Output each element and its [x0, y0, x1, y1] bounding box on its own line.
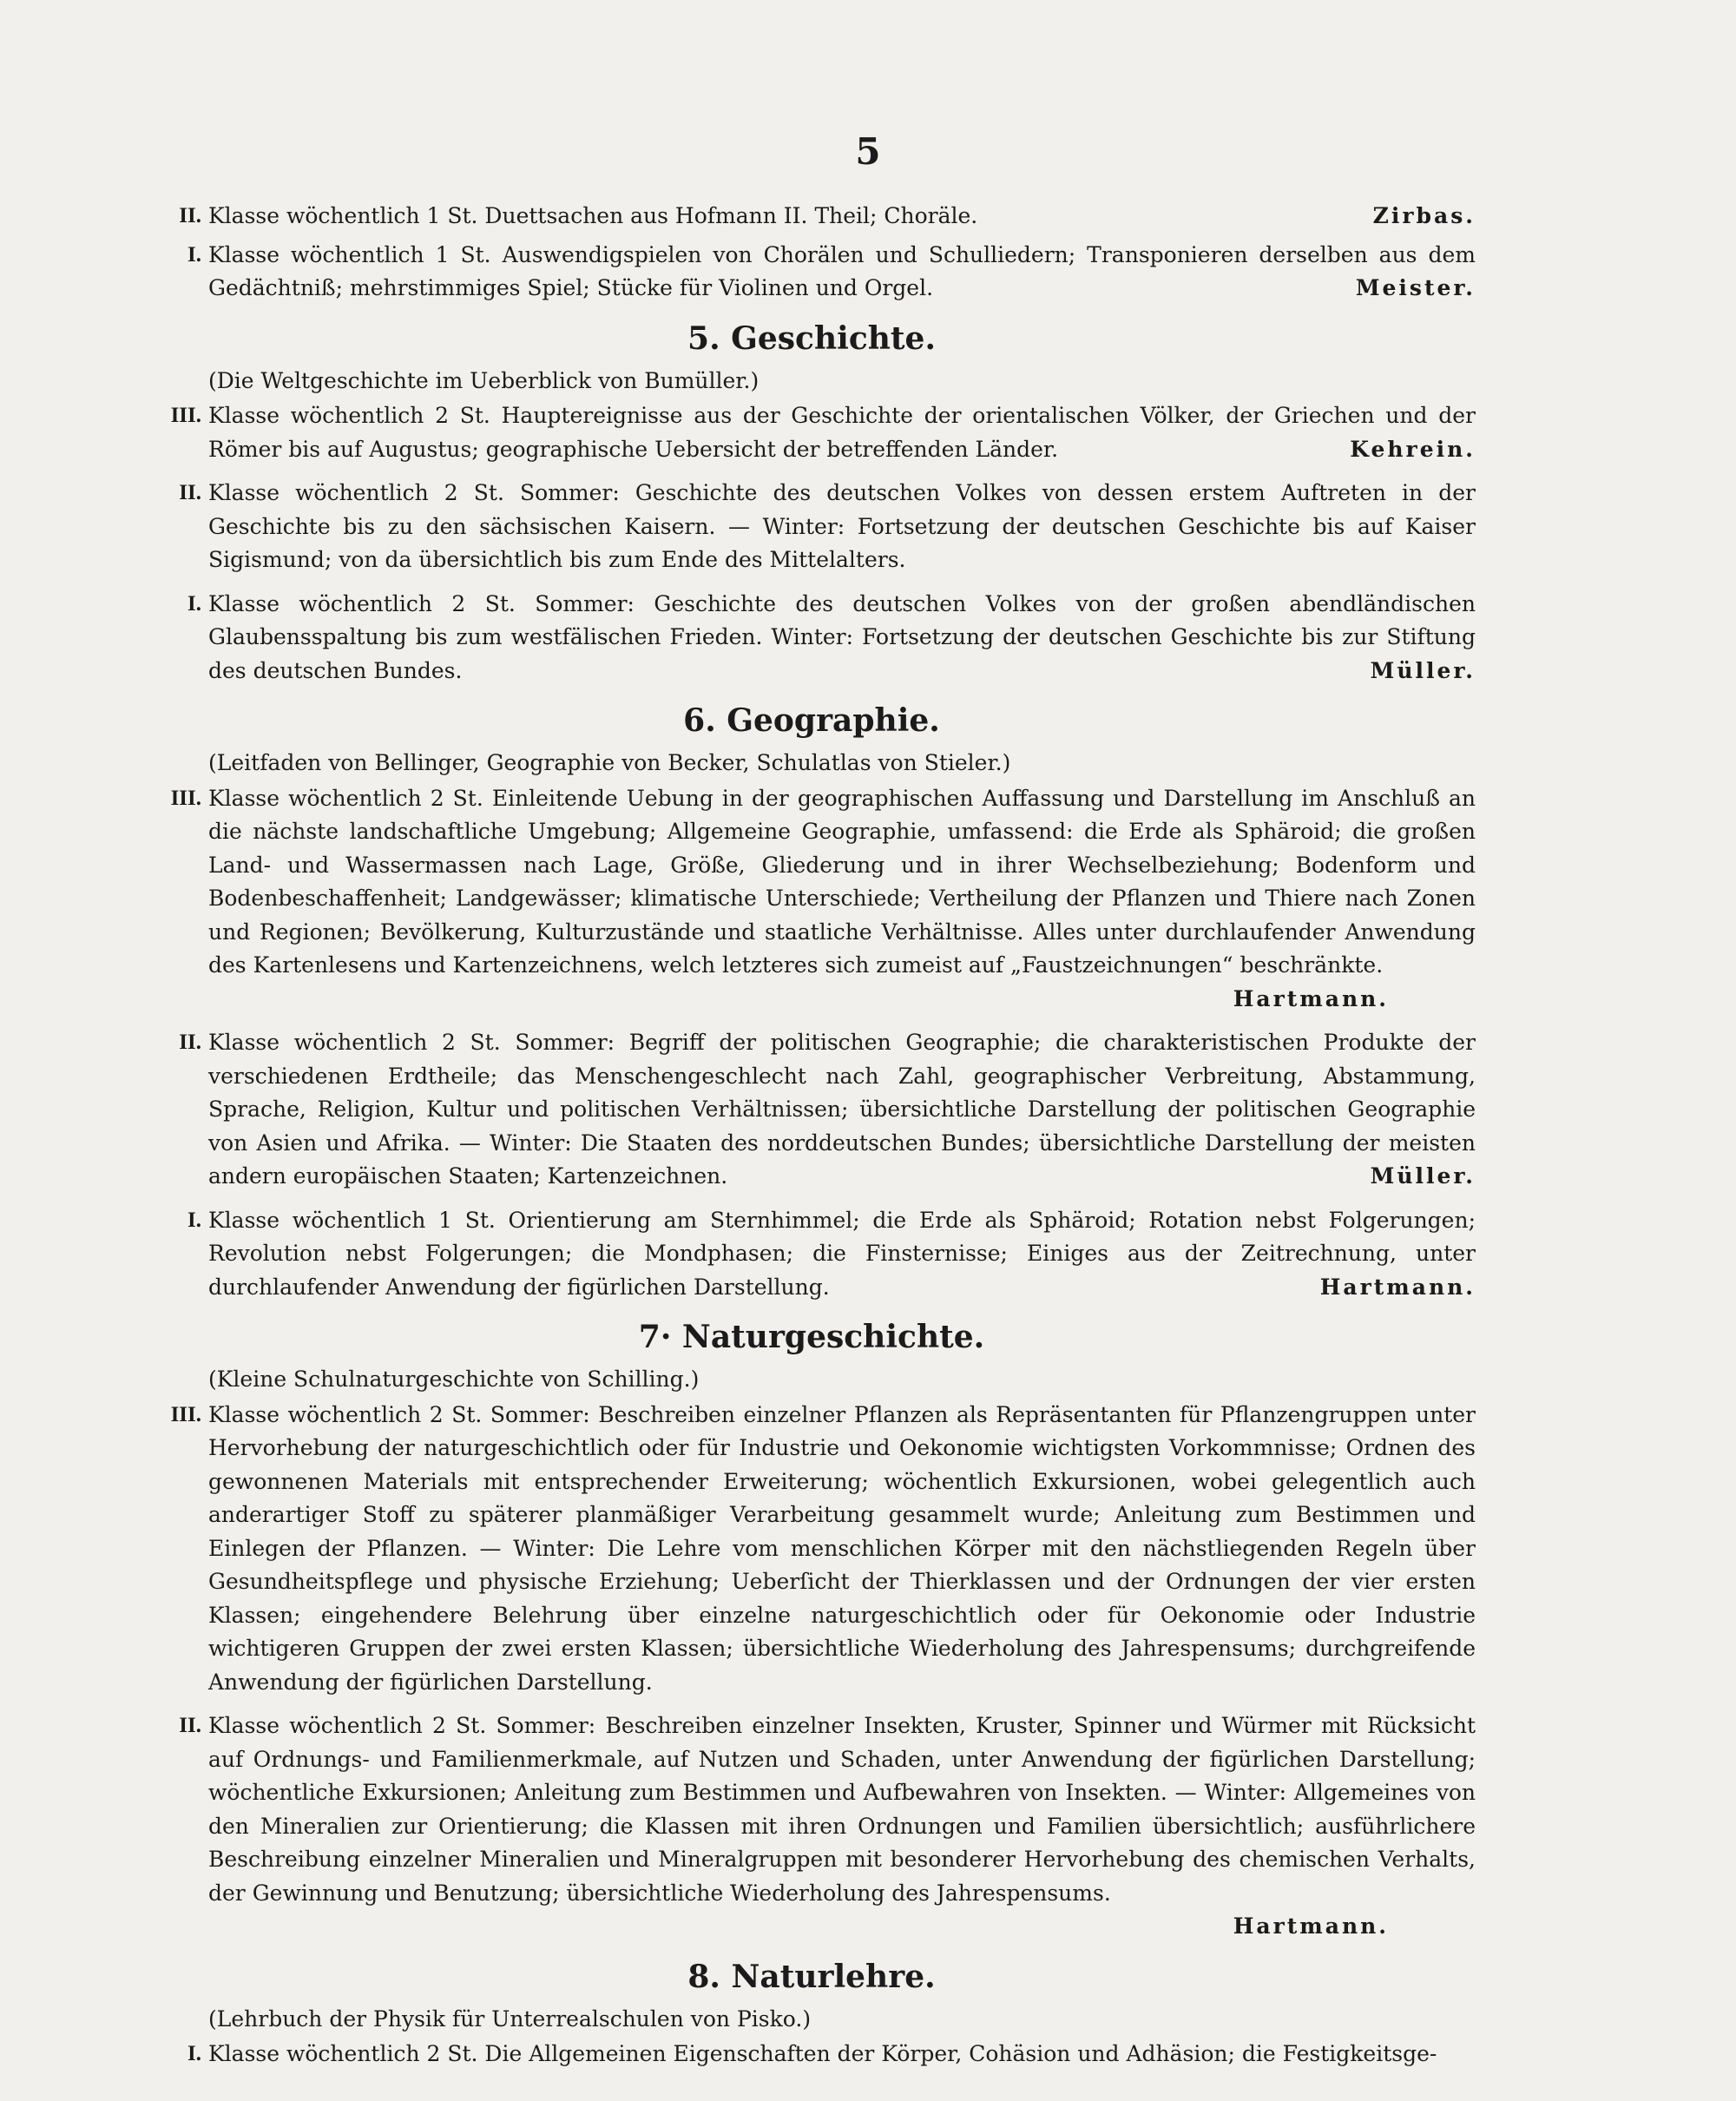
entry-naturgeschichte-class-2 [148, 1709, 1476, 1944]
section-heading-geographie: 6. Geographie. [683, 702, 940, 739]
entry-text: Klasse wöchentlich 2 St. Sommer: Beschreiben einzelner Pflanzen als Repräsentanten für Pflanzengruppen unter Hervorhebung der naturgeschichtlich oder für Industrie und Oekonomie wichtigsten Vorkommnisse; Ordnen des gewonnenen Materials mit entsprechender Erweiterung; wöchentlich Exkursionen, wobei gelegentlich auch anderartiger Stoff zu späterer planmäßiger Verarbeitung gesammelt wurde; Anleitung zum Bestimmen und Einlegen der Pflanzen. — Winter: Die Lehre vom menschlichen Körper mit den nächstliegenden Regeln über Gesundheitspflege und physische Erziehung; Ueberſicht der Thierklassen und der Ordnungen der vier ersten Klassen; eingehendere Belehrung über einzelne naturgeschichtlich oder für Oekonomie oder Industrie wichtigeren Gruppen der zwei ersten Klassen; übersichtliche Wiederholung des Jahrespensums; durchgreifende Anwendung der figürlichen Darstellung. [208, 1401, 1476, 1695]
textbook-reference: (Die Weltgeschichte im Ueberblick von Bumüller.) [208, 367, 760, 393]
class-level: I. [187, 1208, 201, 1232]
textbook-reference: (Lehrbuch der Physik für Unterrealschulen von Pisko.) [208, 2006, 812, 2032]
teacher-name: Zirbas. [1372, 203, 1476, 228]
entry-naturlehre-class-1 [148, 2038, 1476, 2071]
page-number: 5 [855, 130, 881, 173]
entry-text: Klasse wöchentlich 2 St. Sommer: Geschichte des deutschen Volkes von der großen abendländischen Glaubensspaltung bis zum westfälischen Frieden. Winter: Fortsetzung der deutschen Geschichte bis zur Stiftung des deutschen Bundes. [208, 590, 1476, 683]
textbook-reference: (Leitfaden von Bellinger, Geographie von Becker, Schulatlas von Stieler.) [208, 750, 1011, 775]
class-level: I. [187, 591, 201, 616]
entry-geschichte-class-2 [148, 477, 1476, 577]
section-heading-geschichte: 5. Geschichte. [687, 319, 936, 357]
entry-text: Klasse wöchentlich 2 St. Die Allgemeinen Eigenschaften der Körper, Cohäsion und Adhäsion; die Festigkeitsge- [208, 2041, 1437, 2066]
teacher-name: Kehrein. [1350, 436, 1476, 462]
class-level: I. [187, 242, 201, 267]
entry-text: Klasse wöchentlich 2 St. Einleitende Uebung in der geographischen Auffassung und Darstellung im Anschluß an die nächste landschaftliche Umgebung; Allgemeine Geographie, umfassend: die Erde als Sphäroid; die großen Land- und Wassermassen nach Lage, Größe, Gliederung und in ihrer Wechselbeziehung; Bodenform und Bodenbeschaffenheit; Landgewässer; klimatische Unterschiede; Vertheilung der Pflanzen und Thiere nach Zonen und Regionen; Bevölkerung, Kulturzustände und staatliche Verhältnisse. Alles unter durchlaufender Anwendung des Kartenlesens und Kartenzeichnens, welch letzteres sich zumeist auf „Faustzeichnungen“ beschränkte. [208, 785, 1476, 978]
entry-geschichte-class-1 [148, 588, 1476, 688]
page-content [148, 200, 1476, 2082]
entry-geographie-class-2 [148, 1026, 1476, 1194]
entry-text: Klasse wöchentlich 2 St. Sommer: Begriff der politischen Geographie; die charakteristischen Produkte der verschiedenen Erdtheile; das Menschengeschlecht nach Zahl, geographischer Verbreitung, Abstammung, Sprache, Religion, Kultur und politischen Verhältnissen; übersichtliche Darstellung der politischen Geographie von Asien und Afrika. — Winter: Die Staaten des norddeutschen Bundes; übersichtliche Darstellung der meisten andern europäischen Staaten; Kartenzeichnen. [208, 1030, 1476, 1189]
section-heading-naturlehre: 8. Naturlehre. [687, 1958, 936, 1995]
class-level: II. [179, 1031, 201, 1054]
entry-geschichte-class-3 [148, 399, 1476, 466]
textbook-reference: (Kleine Schulnaturgeschichte von Schilling.) [208, 1367, 700, 1392]
entry-text: Klasse wöchentlich 2 St. Hauptereignisse aus der Geschichte der orientalischen Völker, der Griechen und der Römer bis auf Augustus; geographische Uebersicht der betreffenden Länder. [208, 403, 1476, 462]
entry-text: Klasse wöchentlich 2 St. Sommer: Beschreiben einzelner Insekten, Kruster, Spinner und Würmer mit Rücksicht auf Ordnungs- und Familienmerkmale, auf Nutzen und Schaden, unter Anwendung der figürlichen Darstellung; wöchentliche Exkursionen; Anleitung zum Bestimmen und Aufbewahren von Insekten. — Winter: Allgemeines von den Mineralien zur Orientierung; die Klassen mit ihren Ordnungen und Familien übersichtlich; ausführlichere Beschreibung einzelner Mineralien und Mineralgruppen mit besonderer Hervorhebung des chemischen Verhalts, der Gewinnung und Benutzung; übersichtliche Wiederholung des Jahrespensums. [208, 1713, 1476, 1906]
class-level: III. [170, 1402, 201, 1426]
teacher-name: Müller. [1370, 657, 1476, 683]
entry-music-class-2 [148, 200, 1476, 234]
class-level: II. [179, 481, 201, 504]
teacher-name: Meister. [1355, 275, 1476, 300]
entry-text: Klasse wöchentlich 1 St. Duettsachen aus Hofmann II. Theil; Choräle. Zirbas. [208, 200, 1476, 234]
class-level: III. [170, 786, 201, 810]
entry-geographie-class-3 [148, 782, 1476, 1017]
entry-geographie-class-1 [148, 1204, 1476, 1305]
teacher-name: Hartmann. [1319, 1274, 1476, 1300]
entry-music-class-1 [148, 239, 1476, 306]
entry-text: Klasse wöchentlich 2 St. Sommer: Geschichte des deutschen Volkes von dessen erstem Auftreten in der Geschichte bis zu den sächsischen Kaisern. — Winter: Fortsetzung der deutschen Geschichte bis auf Kaiser Sigismund; von da übersichtlich bis zum Ende des Mittelalters. [208, 480, 1476, 572]
class-level: II. [179, 204, 201, 227]
teacher-name: Hartmann. [1233, 1913, 1389, 1939]
entry-naturgeschichte-class-3 [148, 1399, 1476, 1700]
teacher-name: Hartmann. [1233, 985, 1389, 1011]
class-level: II. [179, 1714, 201, 1737]
entry-text: Klasse wöchentlich 1 St. Auswendigspielen von Chorälen und Schulliedern; Transponieren derselben aus dem Gedächtniß; mehrstimmiges Spiel; Stücke für Violinen und Orgel. Meister. [208, 239, 1476, 306]
class-level: III. [170, 404, 201, 427]
teacher-name: Müller. [1370, 1163, 1476, 1189]
class-level: I. [187, 2042, 201, 2065]
entry-text: Klasse wöchentlich 1 St. Orientierung am Sternhimmel; die Erde als Sphäroid; Rotation nebst Folgerungen; Revolution nebst Folgerungen; die Mondphasen; die Finsternisse; Einiges aus der Zeitrechnung, unter durchlaufender Anwendung der figürlichen Darstellung. [208, 1207, 1476, 1300]
section-heading-naturgeschichte: 7· Naturgeschichte. [638, 1319, 985, 1355]
